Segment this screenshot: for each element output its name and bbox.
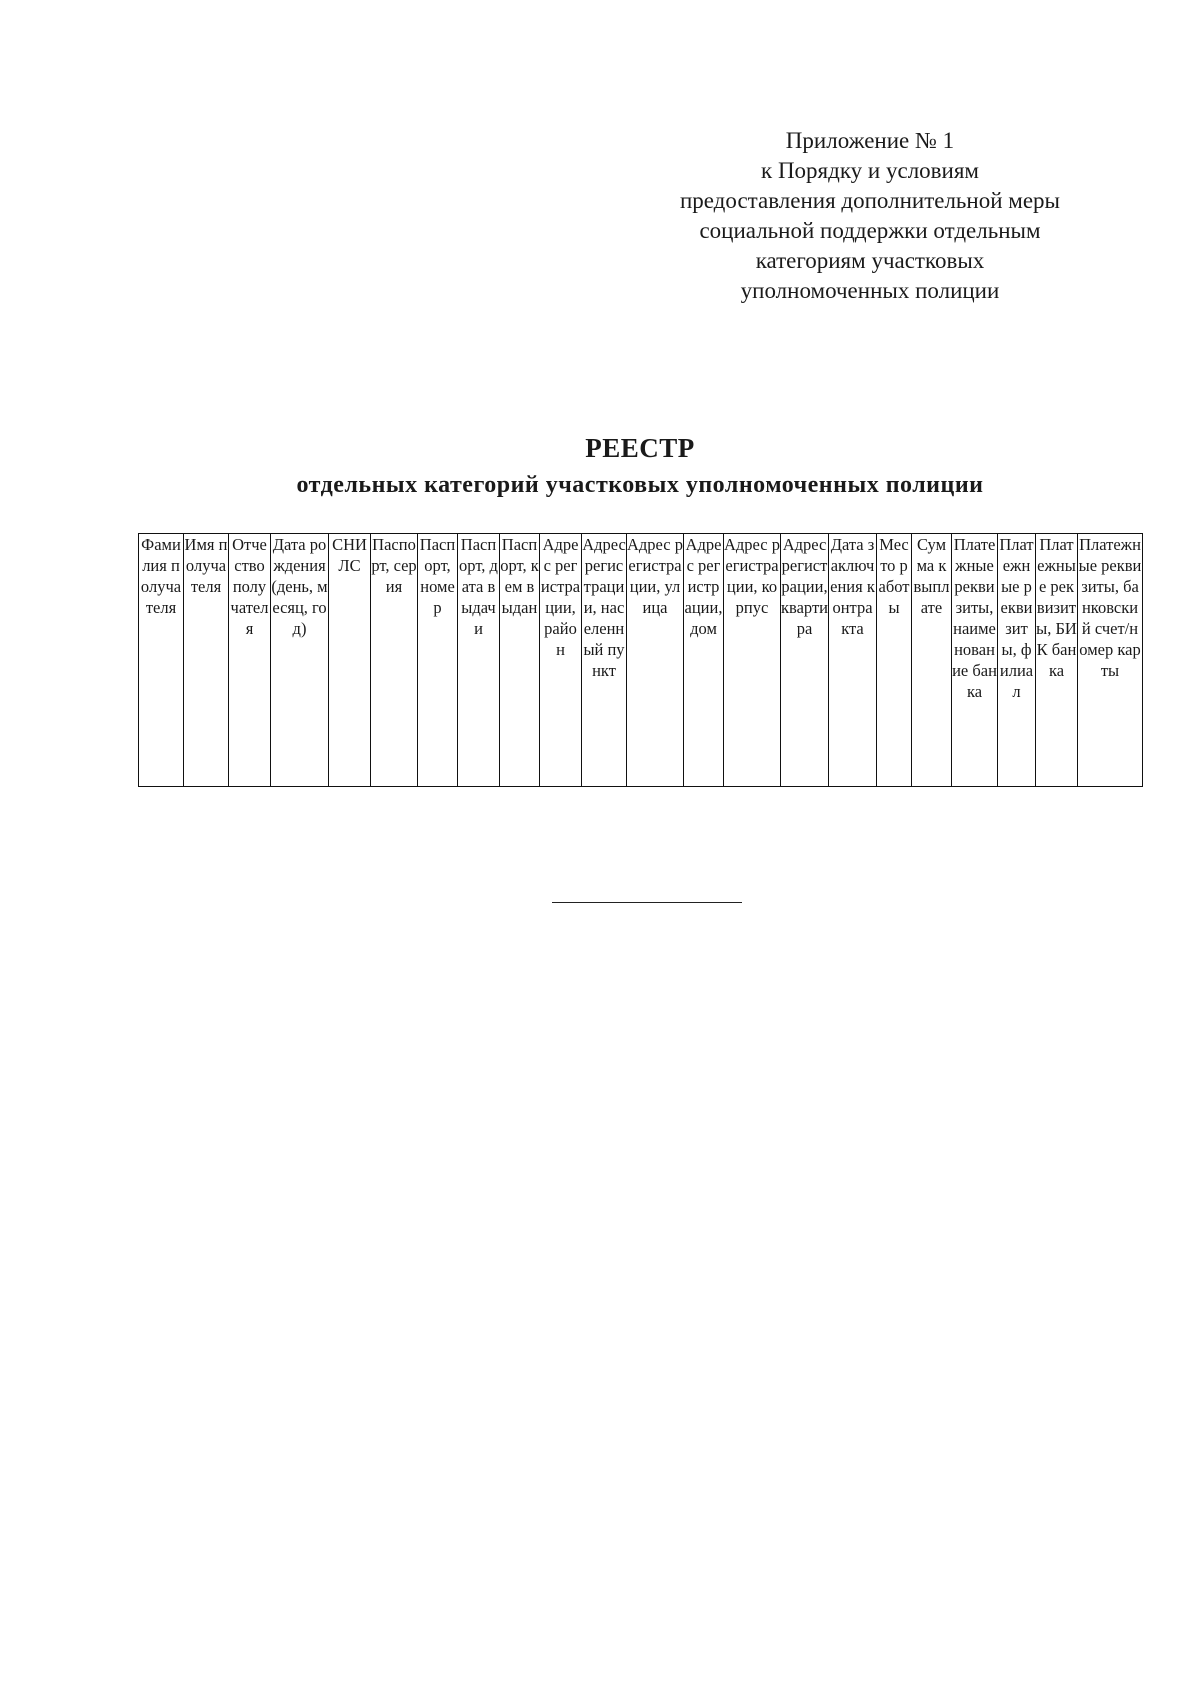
column-header: Дата рождения (день, месяц, год) — [271, 534, 329, 787]
appendix-line: социальной поддержки отдельным — [699, 218, 1041, 243]
column-header: Паспорт, серия — [371, 534, 418, 787]
column-header: Дата заключения контракта — [829, 534, 877, 787]
appendix-block — [640, 126, 1100, 306]
table-header-row — [139, 534, 1143, 787]
column-header: Место работы — [877, 534, 912, 787]
document-title: РЕЕСТР — [585, 433, 695, 463]
column-header: Адрес регистрации, квартира — [781, 534, 829, 787]
column-header: Отчество получателя — [229, 534, 271, 787]
appendix-line: к Порядку и условиям — [761, 158, 979, 183]
column-header: Адрес регистрации, дом — [684, 534, 724, 787]
appendix-line: уполномоченных полиции — [740, 278, 1000, 303]
column-header: Паспорт, номер — [418, 534, 458, 787]
column-header: СНИЛС — [329, 534, 371, 787]
appendix-line: категориям участковых — [755, 248, 985, 273]
column-header: Платежные реквизиты, банковский счет/номер карты — [1078, 534, 1143, 787]
column-header: Паспорт, кем выдан — [500, 534, 540, 787]
document-subtitle: отдельных категорий участковых уполномоченных полиции — [296, 472, 984, 498]
signature-divider — [552, 902, 742, 903]
column-header: Сумма к выплате — [912, 534, 952, 787]
column-header: Адрес регистрации, улица — [627, 534, 684, 787]
column-header: Имя получателя — [184, 534, 229, 787]
column-header: Адрес регистрации, район — [540, 534, 582, 787]
column-header: Паспорт, дата выдачи — [458, 534, 500, 787]
column-header: Платежные реквизиты, филиал — [998, 534, 1036, 787]
column-header: Адрес регистрации, населенный пункт — [582, 534, 627, 787]
appendix-line: предоставления дополнительной меры — [679, 188, 1061, 213]
appendix-line: Приложение № 1 — [785, 128, 955, 153]
registry-table — [138, 533, 1143, 787]
column-header: Фамилия получателя — [139, 534, 184, 787]
column-header: Адрес регистрации, корпус — [724, 534, 781, 787]
column-header: Платежные реквизиты, наименование банка — [952, 534, 998, 787]
column-header: Платежные реквизиты, БИК банка — [1036, 534, 1078, 787]
